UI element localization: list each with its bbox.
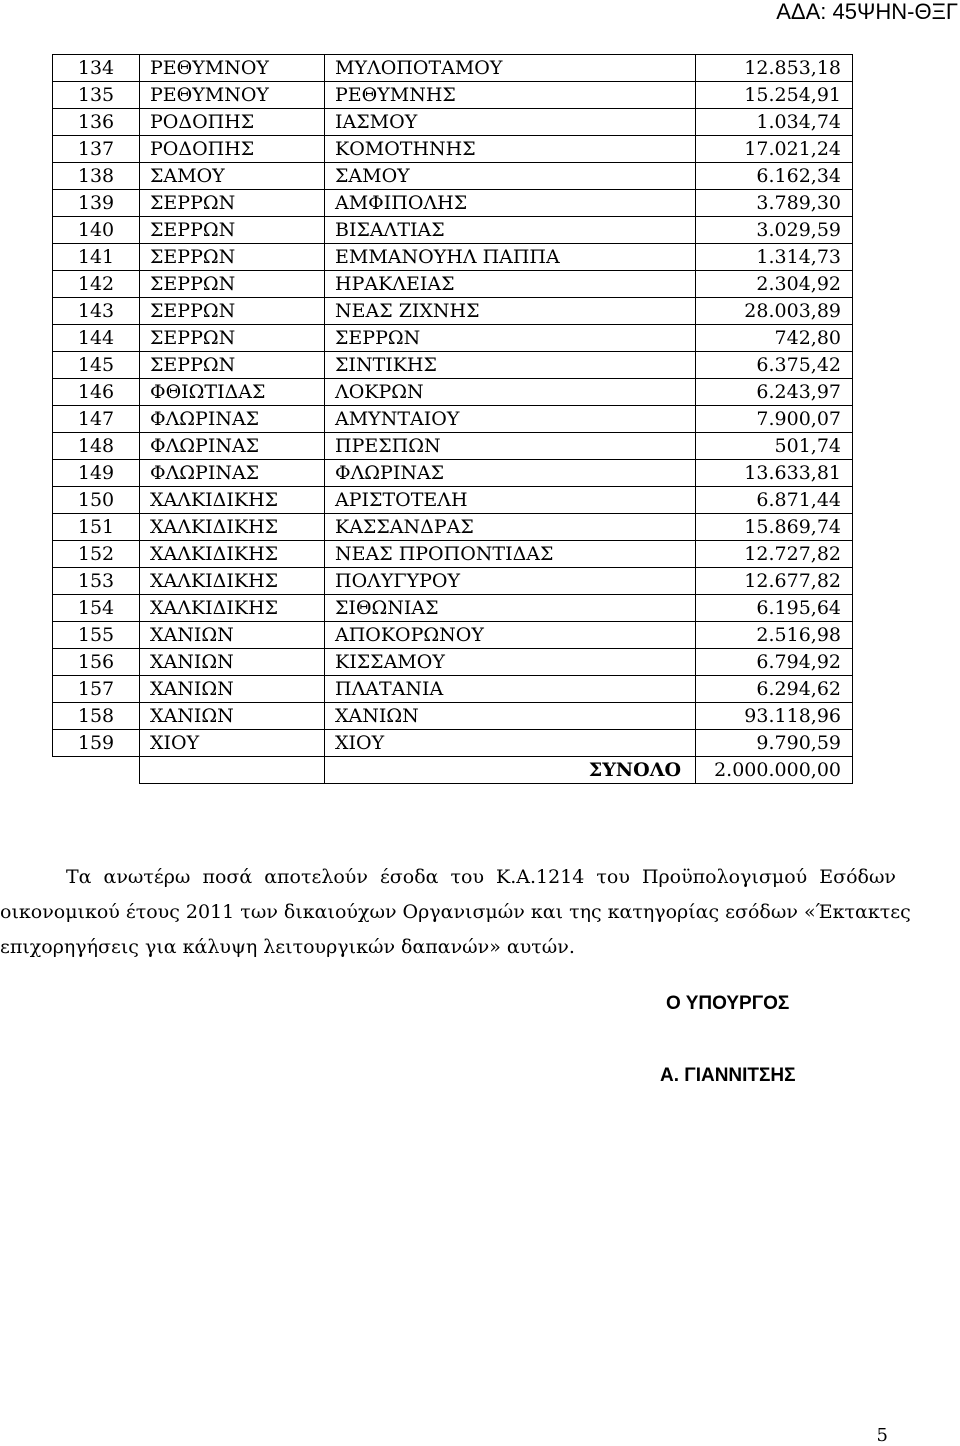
amount: 12.677,82 bbox=[696, 568, 853, 595]
row-number: 147 bbox=[53, 406, 140, 433]
prefecture-name: ΣΕΡΡΩΝ bbox=[140, 352, 325, 379]
municipality-name: ΧΙΟΥ bbox=[325, 730, 696, 757]
total-row bbox=[53, 757, 853, 784]
amount: 1.034,74 bbox=[696, 109, 853, 136]
amount: 501,74 bbox=[696, 433, 853, 460]
municipality-name: ΒΙΣΑΛΤΙΑΣ bbox=[325, 217, 696, 244]
table-row bbox=[53, 406, 853, 433]
municipality-name: ΠΟΛΥΓΥΡΟΥ bbox=[325, 568, 696, 595]
row-number: 143 bbox=[53, 298, 140, 325]
table-row bbox=[53, 55, 853, 82]
row-number: 155 bbox=[53, 622, 140, 649]
amount: 6.243,97 bbox=[696, 379, 853, 406]
amount: 2.516,98 bbox=[696, 622, 853, 649]
municipality-name: ΗΡΑΚΛΕΙΑΣ bbox=[325, 271, 696, 298]
table-row bbox=[53, 217, 853, 244]
row-number: 153 bbox=[53, 568, 140, 595]
table-row bbox=[53, 676, 853, 703]
amount: 6.195,64 bbox=[696, 595, 853, 622]
table-row bbox=[53, 379, 853, 406]
municipality-name: ΣΙΝΤΙΚΗΣ bbox=[325, 352, 696, 379]
amount: 28.003,89 bbox=[696, 298, 853, 325]
table-row bbox=[53, 298, 853, 325]
row-number: 141 bbox=[53, 244, 140, 271]
row-number: 150 bbox=[53, 487, 140, 514]
amount: 6.375,42 bbox=[696, 352, 853, 379]
table-row bbox=[53, 595, 853, 622]
municipality-name: ΑΡΙΣΤΟΤΕΛΗ bbox=[325, 487, 696, 514]
row-number: 139 bbox=[53, 190, 140, 217]
row-number: 146 bbox=[53, 379, 140, 406]
document-ada-code: ΑΔΑ: 45ΨΗΝ-ΘΞΓ bbox=[776, 0, 958, 24]
municipality-name: ΚΟΜΟΤΗΝΗΣ bbox=[325, 136, 696, 163]
paragraph-line-3: επιχορηγήσεις για κάλυψη λειτουργικών δαπανών» αυτών. bbox=[0, 936, 575, 958]
table-row bbox=[53, 271, 853, 298]
signature-title: Ο ΥΠΟΥΡΓΟΣ bbox=[666, 993, 790, 1014]
table-row bbox=[53, 541, 853, 568]
municipality-name: ΧΑΝΙΩΝ bbox=[325, 703, 696, 730]
prefecture-name: ΣΕΡΡΩΝ bbox=[140, 325, 325, 352]
municipality-name: ΠΡΕΣΠΩΝ bbox=[325, 433, 696, 460]
municipality-name: ΠΛΑΤΑΝΙΑ bbox=[325, 676, 696, 703]
municipality-name: ΡΕΘΥΜΝΗΣ bbox=[325, 82, 696, 109]
row-number: 142 bbox=[53, 271, 140, 298]
municipality-name: ΑΠΟΚΟΡΩΝΟΥ bbox=[325, 622, 696, 649]
amount: 7.900,07 bbox=[696, 406, 853, 433]
municipality-name: ΑΜΦΙΠΟΛΗΣ bbox=[325, 190, 696, 217]
municipality-name: ΚΙΣΣΑΜΟΥ bbox=[325, 649, 696, 676]
prefecture-name: ΧΑΝΙΩΝ bbox=[140, 649, 325, 676]
row-number: 135 bbox=[53, 82, 140, 109]
amount: 12.853,18 bbox=[696, 55, 853, 82]
table-row bbox=[53, 622, 853, 649]
amount: 2.304,92 bbox=[696, 271, 853, 298]
prefecture-name: ΣΕΡΡΩΝ bbox=[140, 190, 325, 217]
prefecture-name: ΧΑΛΚΙΔΙΚΗΣ bbox=[140, 487, 325, 514]
amount: 6.794,92 bbox=[696, 649, 853, 676]
prefecture-name: ΡΕΘΥΜΝΟΥ bbox=[140, 55, 325, 82]
table-row bbox=[53, 568, 853, 595]
table-row bbox=[53, 514, 853, 541]
table-row bbox=[53, 109, 853, 136]
municipality-name: ΝΕΑΣ ΠΡΟΠΟΝΤΙΔΑΣ bbox=[325, 541, 696, 568]
prefecture-name: ΦΛΩΡΙΝΑΣ bbox=[140, 460, 325, 487]
table-row bbox=[53, 487, 853, 514]
municipality-name: ΕΜΜΑΝΟΥΗΛ ΠΑΠΠΑ bbox=[325, 244, 696, 271]
prefecture-name: ΧΑΝΙΩΝ bbox=[140, 703, 325, 730]
amount: 13.633,81 bbox=[696, 460, 853, 487]
table-row bbox=[53, 352, 853, 379]
prefecture-name: ΣΕΡΡΩΝ bbox=[140, 271, 325, 298]
prefecture-name: ΦΛΩΡΙΝΑΣ bbox=[140, 406, 325, 433]
row-number: 159 bbox=[53, 730, 140, 757]
table-row bbox=[53, 163, 853, 190]
prefecture-name: ΧΑΛΚΙΔΙΚΗΣ bbox=[140, 568, 325, 595]
municipality-name: ΛΟΚΡΩΝ bbox=[325, 379, 696, 406]
row-number: 154 bbox=[53, 595, 140, 622]
table-row bbox=[53, 82, 853, 109]
table-row bbox=[53, 325, 853, 352]
amount: 6.871,44 bbox=[696, 487, 853, 514]
prefecture-name: ΣΕΡΡΩΝ bbox=[140, 217, 325, 244]
municipality-name: ΙΑΣΜΟΥ bbox=[325, 109, 696, 136]
municipality-name: ΦΛΩΡΙΝΑΣ bbox=[325, 460, 696, 487]
row-number: 156 bbox=[53, 649, 140, 676]
allocation-table bbox=[52, 54, 853, 784]
prefecture-name: ΧΑΛΚΙΔΙΚΗΣ bbox=[140, 541, 325, 568]
amount: 6.162,34 bbox=[696, 163, 853, 190]
table-row bbox=[53, 703, 853, 730]
row-number: 152 bbox=[53, 541, 140, 568]
prefecture-name: ΧΑΝΙΩΝ bbox=[140, 676, 325, 703]
prefecture-name: ΡΟΔΟΠΗΣ bbox=[140, 109, 325, 136]
amount: 12.727,82 bbox=[696, 541, 853, 568]
table-row bbox=[53, 460, 853, 487]
table-row bbox=[53, 649, 853, 676]
signature-name: Α. ΓΙΑΝΝΙΤΣΗΣ bbox=[660, 1065, 796, 1086]
table-row bbox=[53, 730, 853, 757]
municipality-name: ΣΑΜΟΥ bbox=[325, 163, 696, 190]
municipality-name: ΑΜΥΝΤΑΙΟΥ bbox=[325, 406, 696, 433]
prefecture-name: ΧΑΝΙΩΝ bbox=[140, 622, 325, 649]
municipality-name: ΜΥΛΟΠΟΤΑΜΟΥ bbox=[325, 55, 696, 82]
amount: 17.021,24 bbox=[696, 136, 853, 163]
municipality-name: ΣΙΘΩΝΙΑΣ bbox=[325, 595, 696, 622]
prefecture-name: ΧΑΛΚΙΔΙΚΗΣ bbox=[140, 514, 325, 541]
row-number: 149 bbox=[53, 460, 140, 487]
amount: 1.314,73 bbox=[696, 244, 853, 271]
amount: 3.029,59 bbox=[696, 217, 853, 244]
amount: 93.118,96 bbox=[696, 703, 853, 730]
table-row bbox=[53, 136, 853, 163]
table-row bbox=[53, 244, 853, 271]
prefecture-name: ΣΕΡΡΩΝ bbox=[140, 298, 325, 325]
municipality-name: ΝΕΑΣ ΖΙΧΝΗΣ bbox=[325, 298, 696, 325]
row-number: 140 bbox=[53, 217, 140, 244]
prefecture-name: ΦΘΙΩΤΙΔΑΣ bbox=[140, 379, 325, 406]
amount: 15.869,74 bbox=[696, 514, 853, 541]
municipality-name: ΚΑΣΣΑΝΔΡΑΣ bbox=[325, 514, 696, 541]
paragraph-line-1: Τα ανωτέρω ποσά αποτελούν έσοδα του Κ.Α.1214 του Προϋπολογισμού Εσόδων bbox=[66, 866, 896, 888]
row-number: 138 bbox=[53, 163, 140, 190]
amount: 9.790,59 bbox=[696, 730, 853, 757]
prefecture-name: ΧΙΟΥ bbox=[140, 730, 325, 757]
amount: 3.789,30 bbox=[696, 190, 853, 217]
row-number: 157 bbox=[53, 676, 140, 703]
allocation-table-body bbox=[53, 55, 853, 757]
total-value: 2.000.000,00 bbox=[696, 757, 853, 784]
prefecture-name: ΣΑΜΟΥ bbox=[140, 163, 325, 190]
table-row bbox=[53, 190, 853, 217]
row-number: 151 bbox=[53, 514, 140, 541]
amount: 15.254,91 bbox=[696, 82, 853, 109]
prefecture-name: ΦΛΩΡΙΝΑΣ bbox=[140, 433, 325, 460]
prefecture-name: ΧΑΛΚΙΔΙΚΗΣ bbox=[140, 595, 325, 622]
table-row bbox=[53, 433, 853, 460]
row-number: 136 bbox=[53, 109, 140, 136]
amount: 6.294,62 bbox=[696, 676, 853, 703]
row-number: 158 bbox=[53, 703, 140, 730]
page-number: 5 bbox=[876, 1425, 888, 1446]
prefecture-name: ΡΟΔΟΠΗΣ bbox=[140, 136, 325, 163]
amount: 742,80 bbox=[696, 325, 853, 352]
paragraph-line-2: οικονομικού έτους 2011 των δικαιούχων Οργανισμών και της κατηγορίας εσόδων «Έκτακτες bbox=[0, 901, 911, 923]
row-number: 148 bbox=[53, 433, 140, 460]
row-number: 145 bbox=[53, 352, 140, 379]
prefecture-name: ΡΕΘΥΜΝΟΥ bbox=[140, 82, 325, 109]
row-number: 134 bbox=[53, 55, 140, 82]
row-number: 144 bbox=[53, 325, 140, 352]
total-label: ΣΥΝΟΛΟ bbox=[325, 757, 696, 784]
municipality-name: ΣΕΡΡΩΝ bbox=[325, 325, 696, 352]
prefecture-name: ΣΕΡΡΩΝ bbox=[140, 244, 325, 271]
row-number: 137 bbox=[53, 136, 140, 163]
